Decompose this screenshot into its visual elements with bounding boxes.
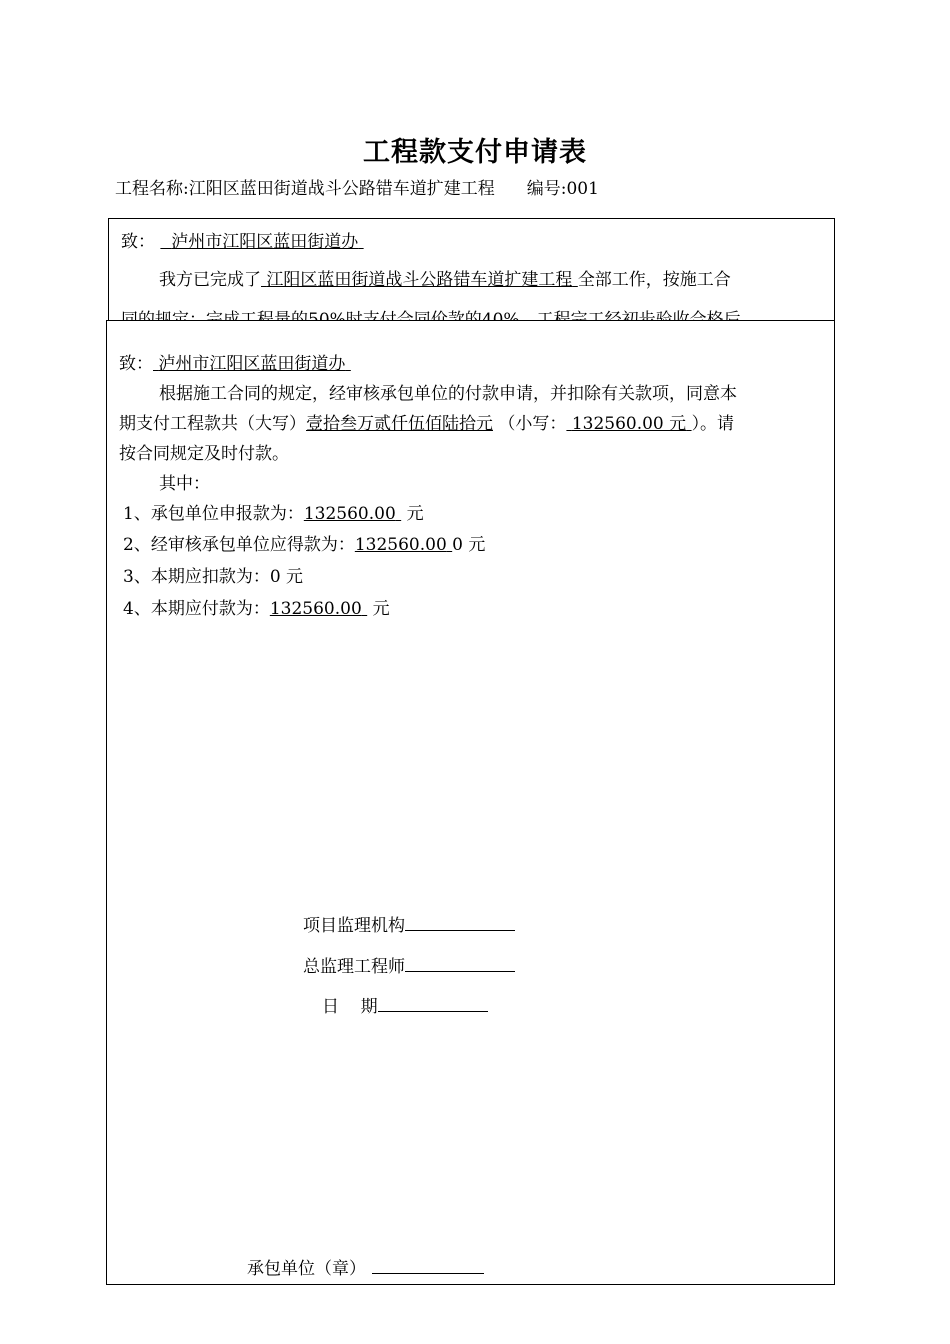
back-p1-project: 江阳区蓝田街道战斗公路错车道扩建工程 xyxy=(266,270,573,290)
back-to-value: 泸州市江阳区蓝田街道办 xyxy=(171,232,359,252)
contractor-seal-signature: 承包单位（章） xyxy=(247,1254,484,1279)
project-number-label: 编号: xyxy=(526,179,567,199)
back-addressee-line xyxy=(121,227,364,252)
item-approved-amount: 2、经审核承包单位应得款为：132560.00 0 元 xyxy=(123,535,486,555)
project-info-line xyxy=(115,174,599,199)
chief-engineer-blank xyxy=(405,955,515,972)
amount-small-label: （小写： xyxy=(498,414,567,434)
back-to-label: 致： xyxy=(121,232,155,252)
chief-engineer-signature: 总监理工程师 xyxy=(303,952,515,977)
item-payable-amount: 4、本期应付款为：132560.00 元 xyxy=(123,599,390,619)
addressee-line xyxy=(119,349,351,374)
supervisor-org-blank xyxy=(405,914,515,931)
back-p1-suffix: 全部工作，按施工合 xyxy=(577,270,731,290)
back-p1-prefix: 我方已完成了 xyxy=(159,270,261,290)
among-label: 其中： xyxy=(159,474,210,494)
amount-words-label: 期支付工程款共（大写） xyxy=(119,414,306,434)
date-blank xyxy=(378,995,488,1012)
page-title: 工程款支付申请表 xyxy=(363,137,587,168)
payment-approval-form xyxy=(106,320,835,1285)
item-4-value: 132560.00 xyxy=(269,599,362,619)
item-1-value: 132560.00 xyxy=(303,504,396,524)
item-deduction-amount: 3、本期应扣款为：0 元 xyxy=(123,567,304,587)
to-value: 泸州市江阳区蓝田街道办 xyxy=(158,354,346,374)
project-number-value: 001 xyxy=(566,179,599,199)
date-signature: 日 期 xyxy=(322,992,488,1017)
paragraph-line-3: 按合同规定及时付款。 xyxy=(119,444,289,464)
paragraph-line-2 xyxy=(119,409,734,434)
item-2-value: 132560.00 xyxy=(354,535,447,555)
paragraph-line-1: 根据施工合同的规定，经审核承包单位的付款申请，并扣除有关款项，同意本 xyxy=(159,384,737,404)
amount-small-value: 132560.00 元 xyxy=(571,414,687,434)
back-paragraph-line-1 xyxy=(159,265,731,290)
project-name-label: 工程名称: xyxy=(115,179,189,199)
to-label: 致： xyxy=(119,354,153,374)
amount-words-value: 壹拾叁万贰仟伍佰陆拾元 xyxy=(306,414,493,434)
project-name-value: 江阳区蓝田街道战斗公路错车道扩建工程 xyxy=(188,179,495,199)
contractor-blank xyxy=(372,1257,484,1274)
amount-small-close: ）。请 xyxy=(691,414,735,434)
item-declared-amount: 1、承包单位申报款为：132560.00 元 xyxy=(123,504,424,524)
supervisor-org-signature: 项目监理机构 xyxy=(303,911,515,936)
